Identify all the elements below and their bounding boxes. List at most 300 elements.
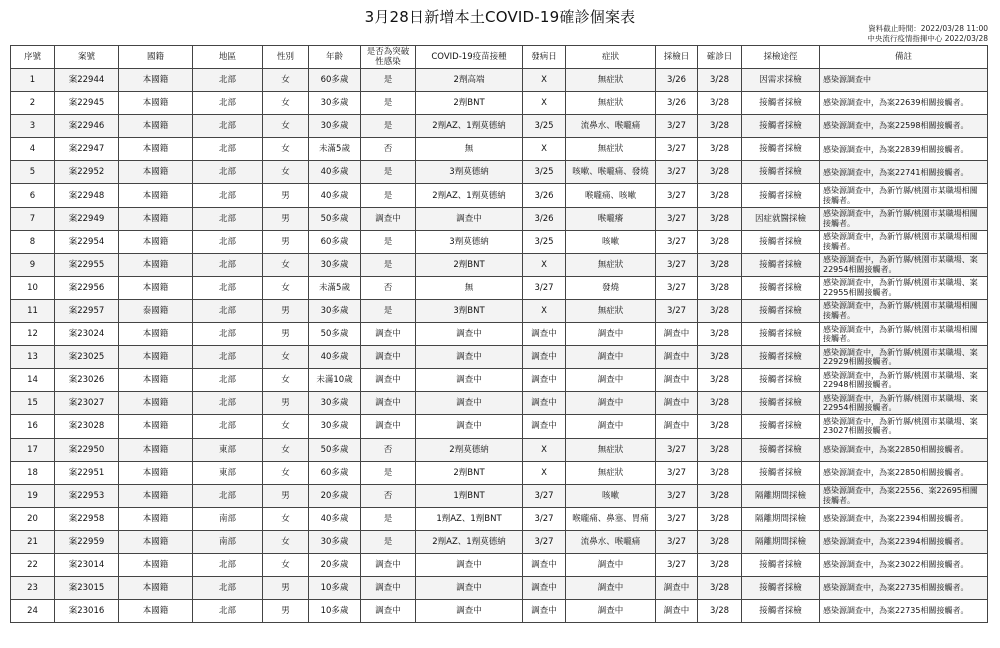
cell-seq: 2 <box>11 92 55 115</box>
cell-seq: 21 <box>11 530 55 553</box>
table-row <box>11 253 988 276</box>
cell-age: 30多歲 <box>309 299 361 322</box>
cell-confirm-date: 3/28 <box>698 553 742 576</box>
table-row <box>11 553 988 576</box>
cell-age: 10多歲 <box>309 577 361 600</box>
cell-age: 40多歲 <box>309 184 361 207</box>
cell-breakthrough: 是 <box>361 184 416 207</box>
page-title: 3月28日新增本土COVID-19確診個案表 <box>364 8 636 26</box>
cell-test-date: 3/26 <box>656 69 698 92</box>
cell-region: 北部 <box>193 115 263 138</box>
cell-age: 50多歲 <box>309 438 361 461</box>
cell-case-no: 案22945 <box>55 92 119 115</box>
cell-onset-date: 3/25 <box>523 230 566 253</box>
cell-confirm-date: 3/28 <box>698 369 742 392</box>
cell-symptoms: 調查中 <box>566 553 656 576</box>
column-header-region: 地區 <box>193 46 263 69</box>
cell-breakthrough: 調查中 <box>361 392 416 415</box>
cell-region: 北部 <box>193 346 263 369</box>
cell-breakthrough: 是 <box>361 507 416 530</box>
cell-test-date: 3/27 <box>656 138 698 161</box>
cell-age: 未滿5歲 <box>309 138 361 161</box>
cell-sex: 男 <box>263 484 309 507</box>
cell-test-route: 隔離期間採檢 <box>742 507 820 530</box>
cell-symptoms: 無症狀 <box>566 253 656 276</box>
cell-note: 感染源調查中，為案22639相關接觸者。 <box>820 92 988 115</box>
cell-age: 30多歲 <box>309 415 361 438</box>
cell-region: 北部 <box>193 323 263 346</box>
cell-confirm-date: 3/28 <box>698 600 742 623</box>
cell-nationality: 本國籍 <box>119 415 193 438</box>
cell-test-route: 接觸者採檢 <box>742 276 820 299</box>
table-row <box>11 92 988 115</box>
cell-test-route: 接觸者採檢 <box>742 323 820 346</box>
cell-test-date: 調查中 <box>656 346 698 369</box>
cell-onset-date: 調查中 <box>523 323 566 346</box>
cell-sex: 女 <box>263 69 309 92</box>
column-header-breakthrough: 是否為突破性感染 <box>361 46 416 69</box>
cell-onset-date: 調查中 <box>523 577 566 600</box>
table-body <box>11 69 988 623</box>
cell-nationality: 本國籍 <box>119 484 193 507</box>
cell-breakthrough: 調查中 <box>361 577 416 600</box>
cell-onset-date: 調查中 <box>523 369 566 392</box>
cell-region: 東部 <box>193 438 263 461</box>
cell-nationality: 本國籍 <box>119 438 193 461</box>
cell-seq: 16 <box>11 415 55 438</box>
cell-note: 感染源調查中，為案22850相關接觸者。 <box>820 438 988 461</box>
cell-test-date: 3/27 <box>656 253 698 276</box>
cell-breakthrough: 調查中 <box>361 369 416 392</box>
cell-vaccine: 調查中 <box>416 600 523 623</box>
table-row <box>11 507 988 530</box>
cell-symptoms: 無症狀 <box>566 69 656 92</box>
cell-test-route: 接觸者採檢 <box>742 253 820 276</box>
cell-region: 北部 <box>193 207 263 230</box>
cell-vaccine: 2劑AZ、1劑莫德納 <box>416 115 523 138</box>
cell-sex: 女 <box>263 530 309 553</box>
cell-confirm-date: 3/28 <box>698 461 742 484</box>
cell-sex: 女 <box>263 346 309 369</box>
cell-symptoms: 發燒 <box>566 276 656 299</box>
cell-test-date: 3/27 <box>656 276 698 299</box>
cell-sex: 女 <box>263 369 309 392</box>
cell-nationality: 本國籍 <box>119 161 193 184</box>
cell-note: 感染源調查中，為案22394相關接觸者。 <box>820 507 988 530</box>
cell-symptoms: 喉嚨痛、鼻塞、胃痛 <box>566 507 656 530</box>
cell-nationality: 本國籍 <box>119 69 193 92</box>
cell-sex: 男 <box>263 184 309 207</box>
cell-test-route: 因症就醫採檢 <box>742 207 820 230</box>
cell-vaccine: 3劑莫德納 <box>416 161 523 184</box>
cell-vaccine: 調查中 <box>416 207 523 230</box>
cell-onset-date: 3/27 <box>523 484 566 507</box>
cell-symptoms: 調查中 <box>566 392 656 415</box>
cell-case-no: 案22956 <box>55 276 119 299</box>
column-header-seq: 序號 <box>11 46 55 69</box>
cell-breakthrough: 調查中 <box>361 323 416 346</box>
cell-note: 感染源調查中，為新竹縣/桃園市某職場、案22948相關接觸者。 <box>820 369 988 392</box>
cell-test-route: 接觸者採檢 <box>742 299 820 322</box>
cell-nationality: 本國籍 <box>119 530 193 553</box>
cell-test-route: 接觸者採檢 <box>742 161 820 184</box>
cell-onset-date: 調查中 <box>523 392 566 415</box>
cell-case-no: 案23028 <box>55 415 119 438</box>
cell-confirm-date: 3/28 <box>698 577 742 600</box>
cell-note: 感染源調查中，為新竹縣/桃園市某職場、案22929相關接觸者。 <box>820 346 988 369</box>
cell-age: 40多歲 <box>309 161 361 184</box>
cell-seq: 6 <box>11 184 55 207</box>
cell-sex: 女 <box>263 415 309 438</box>
cell-seq: 24 <box>11 600 55 623</box>
cell-note: 感染源調查中，為新竹縣/桃園市某職場、案22955相關接觸者。 <box>820 276 988 299</box>
cell-breakthrough: 是 <box>361 530 416 553</box>
cell-case-no: 案22947 <box>55 138 119 161</box>
cell-confirm-date: 3/28 <box>698 207 742 230</box>
cell-case-no: 案22959 <box>55 530 119 553</box>
cell-test-route: 隔離期間採檢 <box>742 530 820 553</box>
cell-nationality: 本國籍 <box>119 207 193 230</box>
cell-symptoms: 無症狀 <box>566 299 656 322</box>
cell-vaccine: 3劑BNT <box>416 299 523 322</box>
cell-note: 感染源調查中 <box>820 69 988 92</box>
cell-age: 40多歲 <box>309 507 361 530</box>
column-header-note: 備註 <box>820 46 988 69</box>
cell-nationality: 本國籍 <box>119 600 193 623</box>
cell-confirm-date: 3/28 <box>698 392 742 415</box>
cell-case-no: 案22946 <box>55 115 119 138</box>
cell-onset-date: 3/25 <box>523 161 566 184</box>
cell-seq: 8 <box>11 230 55 253</box>
cell-symptoms: 調查中 <box>566 323 656 346</box>
cell-test-date: 3/27 <box>656 438 698 461</box>
cell-note: 感染源調查中，為案22735相關接觸者。 <box>820 600 988 623</box>
cell-symptoms: 咳嗽 <box>566 484 656 507</box>
cell-breakthrough: 是 <box>361 115 416 138</box>
cell-age: 30多歲 <box>309 92 361 115</box>
table-row <box>11 299 988 322</box>
cell-test-date: 3/27 <box>656 161 698 184</box>
cell-note: 感染源調查中，為新竹縣/桃園市某職場、案22954相關接觸者。 <box>820 253 988 276</box>
cell-seq: 18 <box>11 461 55 484</box>
cell-region: 北部 <box>193 69 263 92</box>
cell-confirm-date: 3/28 <box>698 438 742 461</box>
cell-test-date: 調查中 <box>656 577 698 600</box>
table-row <box>11 415 988 438</box>
table-row <box>11 577 988 600</box>
cell-region: 北部 <box>193 392 263 415</box>
table-row <box>11 438 988 461</box>
column-header-confirm-date: 確診日 <box>698 46 742 69</box>
cell-test-date: 3/27 <box>656 507 698 530</box>
cell-region: 南部 <box>193 507 263 530</box>
cell-case-no: 案23027 <box>55 392 119 415</box>
cell-note: 感染源調查中，為案22839相關接觸者。 <box>820 138 988 161</box>
cell-test-route: 接觸者採檢 <box>742 92 820 115</box>
data-cutoff-time: 資料截止時間：2022/03/28 11:00 <box>868 24 988 33</box>
cell-vaccine: 無 <box>416 138 523 161</box>
column-header-sex: 性別 <box>263 46 309 69</box>
cell-region: 北部 <box>193 577 263 600</box>
cell-symptoms: 無症狀 <box>566 138 656 161</box>
cell-note: 感染源調查中，為案22735相關接觸者。 <box>820 577 988 600</box>
cell-region: 南部 <box>193 530 263 553</box>
cell-test-route: 接觸者採檢 <box>742 577 820 600</box>
issuer-date: 中央流行疫情指揮中心 2022/03/28 <box>867 34 988 43</box>
cell-test-date: 3/27 <box>656 553 698 576</box>
cell-vaccine: 無 <box>416 276 523 299</box>
cell-sex: 男 <box>263 207 309 230</box>
cell-region: 北部 <box>193 161 263 184</box>
cell-breakthrough: 是 <box>361 461 416 484</box>
cell-vaccine: 1劑BNT <box>416 484 523 507</box>
cell-test-route: 因需求採檢 <box>742 69 820 92</box>
table-row <box>11 230 988 253</box>
cell-symptoms: 喉嚨痛、咳嗽 <box>566 184 656 207</box>
cell-sex: 男 <box>263 323 309 346</box>
cell-seq: 23 <box>11 577 55 600</box>
cell-sex: 女 <box>263 461 309 484</box>
cell-region: 北部 <box>193 253 263 276</box>
cell-seq: 22 <box>11 553 55 576</box>
cell-region: 北部 <box>193 553 263 576</box>
cell-nationality: 本國籍 <box>119 346 193 369</box>
cell-test-route: 接觸者採檢 <box>742 346 820 369</box>
cell-region: 北部 <box>193 92 263 115</box>
cell-breakthrough: 是 <box>361 69 416 92</box>
cell-seq: 19 <box>11 484 55 507</box>
cell-note: 感染源調查中，為案22850相關接觸者。 <box>820 461 988 484</box>
column-header-test-route: 採檢途徑 <box>742 46 820 69</box>
cell-region: 北部 <box>193 276 263 299</box>
cell-confirm-date: 3/28 <box>698 299 742 322</box>
table-row <box>11 600 988 623</box>
cell-region: 北部 <box>193 230 263 253</box>
cell-breakthrough: 調查中 <box>361 346 416 369</box>
cell-age: 未滿5歲 <box>309 276 361 299</box>
cell-nationality: 本國籍 <box>119 461 193 484</box>
cell-case-no: 案22950 <box>55 438 119 461</box>
cell-nationality: 本國籍 <box>119 253 193 276</box>
cell-case-no: 案22949 <box>55 207 119 230</box>
cell-age: 10多歲 <box>309 600 361 623</box>
cell-case-no: 案22953 <box>55 484 119 507</box>
table-row <box>11 346 988 369</box>
table-row <box>11 323 988 346</box>
cell-nationality: 本國籍 <box>119 230 193 253</box>
cell-sex: 女 <box>263 507 309 530</box>
cell-test-route: 接觸者採檢 <box>742 392 820 415</box>
cell-onset-date: 3/27 <box>523 276 566 299</box>
cell-breakthrough: 調查中 <box>361 415 416 438</box>
cell-test-date: 調查中 <box>656 600 698 623</box>
cell-onset-date: X <box>523 138 566 161</box>
cell-vaccine: 2劑AZ、1劑莫德納 <box>416 184 523 207</box>
cell-symptoms: 喉嚨癢 <box>566 207 656 230</box>
cell-test-date: 調查中 <box>656 369 698 392</box>
cell-confirm-date: 3/28 <box>698 415 742 438</box>
cell-symptoms: 流鼻水、喉嚨痛 <box>566 115 656 138</box>
cell-vaccine: 2劑BNT <box>416 253 523 276</box>
cell-vaccine: 2劑BNT <box>416 92 523 115</box>
cell-nationality: 本國籍 <box>119 138 193 161</box>
cell-onset-date: 調查中 <box>523 600 566 623</box>
column-header-vaccine: COVID-19疫苗接種 <box>416 46 523 69</box>
cell-test-route: 接觸者採檢 <box>742 415 820 438</box>
cell-seq: 3 <box>11 115 55 138</box>
cell-test-date: 3/26 <box>656 92 698 115</box>
cell-seq: 17 <box>11 438 55 461</box>
cell-age: 60多歲 <box>309 69 361 92</box>
cell-note: 感染源調查中，為新竹縣/桃園市某職場相關接觸者。 <box>820 299 988 322</box>
cell-onset-date: 3/26 <box>523 207 566 230</box>
cell-case-no: 案22952 <box>55 161 119 184</box>
cell-note: 感染源調查中，為案22394相關接觸者。 <box>820 530 988 553</box>
cell-confirm-date: 3/28 <box>698 92 742 115</box>
cell-nationality: 本國籍 <box>119 392 193 415</box>
cell-note: 感染源調查中，為新竹縣/桃園市某職場相關接觸者。 <box>820 230 988 253</box>
cell-case-no: 案23014 <box>55 553 119 576</box>
cell-seq: 10 <box>11 276 55 299</box>
cell-test-route: 接觸者採檢 <box>742 115 820 138</box>
cell-test-route: 接觸者採檢 <box>742 230 820 253</box>
cell-note: 感染源調查中，為新竹縣/桃園市某職場、案23027相關接觸者。 <box>820 415 988 438</box>
cell-seq: 13 <box>11 346 55 369</box>
cell-nationality: 泰國籍 <box>119 299 193 322</box>
cell-symptoms: 無症狀 <box>566 92 656 115</box>
column-header-test-date: 採檢日 <box>656 46 698 69</box>
cell-confirm-date: 3/28 <box>698 138 742 161</box>
cell-region: 北部 <box>193 415 263 438</box>
cell-note: 感染源調查中，為案23022相關接觸者。 <box>820 553 988 576</box>
cell-sex: 女 <box>263 161 309 184</box>
cell-nationality: 本國籍 <box>119 577 193 600</box>
cell-age: 30多歲 <box>309 253 361 276</box>
cell-seq: 12 <box>11 323 55 346</box>
cell-sex: 女 <box>263 138 309 161</box>
cell-case-no: 案22948 <box>55 184 119 207</box>
cell-test-route: 隔離期間採檢 <box>742 484 820 507</box>
cell-vaccine: 2劑AZ、1劑莫德納 <box>416 530 523 553</box>
cell-onset-date: 3/26 <box>523 184 566 207</box>
cell-nationality: 本國籍 <box>119 553 193 576</box>
cell-test-route: 接觸者採檢 <box>742 553 820 576</box>
column-header-onset-date: 發病日 <box>523 46 566 69</box>
cell-note: 感染源調查中，為新竹縣/桃園市某職場、案22954相關接觸者。 <box>820 392 988 415</box>
cell-age: 未滿10歲 <box>309 369 361 392</box>
cell-vaccine: 調查中 <box>416 323 523 346</box>
cell-breakthrough: 是 <box>361 299 416 322</box>
table-row <box>11 115 988 138</box>
cell-nationality: 本國籍 <box>119 115 193 138</box>
cell-test-date: 3/27 <box>656 299 698 322</box>
cell-seq: 15 <box>11 392 55 415</box>
cell-symptoms: 咳嗽、喉嚨痛、發燒 <box>566 161 656 184</box>
cell-symptoms: 調查中 <box>566 600 656 623</box>
cell-age: 30多歲 <box>309 392 361 415</box>
cell-test-date: 3/27 <box>656 207 698 230</box>
cell-confirm-date: 3/28 <box>698 184 742 207</box>
cell-vaccine: 調查中 <box>416 346 523 369</box>
cell-age: 60多歲 <box>309 230 361 253</box>
cell-case-no: 案22957 <box>55 299 119 322</box>
cell-age: 30多歲 <box>309 530 361 553</box>
cell-vaccine: 調查中 <box>416 392 523 415</box>
cell-vaccine: 2劑BNT <box>416 461 523 484</box>
cell-case-no: 案23015 <box>55 577 119 600</box>
cell-case-no: 案22954 <box>55 230 119 253</box>
cell-onset-date: X <box>523 299 566 322</box>
cell-nationality: 本國籍 <box>119 276 193 299</box>
cell-seq: 4 <box>11 138 55 161</box>
cell-symptoms: 無症狀 <box>566 438 656 461</box>
cell-age: 50多歲 <box>309 207 361 230</box>
cell-region: 北部 <box>193 600 263 623</box>
column-header-nationality: 國籍 <box>119 46 193 69</box>
cell-symptoms: 流鼻水、喉嚨痛 <box>566 530 656 553</box>
cell-age: 20多歲 <box>309 553 361 576</box>
cell-nationality: 本國籍 <box>119 369 193 392</box>
cell-test-route: 接觸者採檢 <box>742 600 820 623</box>
cell-note: 感染源調查中，為新竹縣/桃園市某職場相關接觸者。 <box>820 207 988 230</box>
cell-breakthrough: 調查中 <box>361 600 416 623</box>
cell-sex: 男 <box>263 577 309 600</box>
cell-test-date: 3/27 <box>656 461 698 484</box>
cell-sex: 女 <box>263 253 309 276</box>
cell-nationality: 本國籍 <box>119 507 193 530</box>
cell-sex: 女 <box>263 92 309 115</box>
cell-breakthrough: 是 <box>361 253 416 276</box>
table-row <box>11 161 988 184</box>
cell-seq: 7 <box>11 207 55 230</box>
cell-seq: 14 <box>11 369 55 392</box>
cell-seq: 5 <box>11 161 55 184</box>
cell-onset-date: X <box>523 253 566 276</box>
cell-region: 北部 <box>193 184 263 207</box>
report-meta <box>867 24 988 44</box>
cell-breakthrough: 否 <box>361 276 416 299</box>
cell-confirm-date: 3/28 <box>698 253 742 276</box>
cell-symptoms: 調查中 <box>566 577 656 600</box>
cell-breakthrough: 是 <box>361 161 416 184</box>
cell-test-date: 調查中 <box>656 415 698 438</box>
cell-test-date: 調查中 <box>656 323 698 346</box>
table-row <box>11 369 988 392</box>
cell-nationality: 本國籍 <box>119 184 193 207</box>
cell-onset-date: X <box>523 461 566 484</box>
cell-confirm-date: 3/28 <box>698 69 742 92</box>
cell-symptoms: 咳嗽 <box>566 230 656 253</box>
cell-breakthrough: 否 <box>361 484 416 507</box>
table-row <box>11 484 988 507</box>
cell-onset-date: X <box>523 69 566 92</box>
cell-region: 北部 <box>193 138 263 161</box>
cell-onset-date: 調查中 <box>523 415 566 438</box>
cell-sex: 女 <box>263 276 309 299</box>
table-row <box>11 69 988 92</box>
cell-nationality: 本國籍 <box>119 92 193 115</box>
column-header-symptoms: 症狀 <box>566 46 656 69</box>
table-row <box>11 530 988 553</box>
table-row <box>11 461 988 484</box>
cell-region: 北部 <box>193 369 263 392</box>
column-header-age: 年齡 <box>309 46 361 69</box>
cell-test-date: 3/27 <box>656 484 698 507</box>
cell-case-no: 案22944 <box>55 69 119 92</box>
cell-note: 感染源調查中，為案22556、案22695相關接觸者。 <box>820 484 988 507</box>
cell-case-no: 案23025 <box>55 346 119 369</box>
cell-confirm-date: 3/28 <box>698 530 742 553</box>
